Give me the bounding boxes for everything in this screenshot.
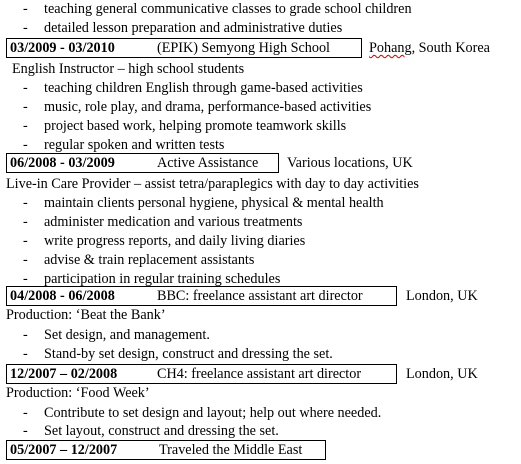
job-location: London, UK: [406, 288, 478, 304]
job-header: [6, 153, 279, 173]
job-dates: 06/2008 - 03/2009: [10, 155, 115, 171]
job-location: Various locations, UK: [287, 155, 413, 171]
bullet-dash: -: [23, 99, 28, 115]
bullet-text: teaching children English through game-based activities: [44, 80, 363, 96]
job-location: [369, 39, 490, 57]
bullet-text: teaching general communicative classes to grade school children: [44, 1, 412, 17]
bullet-dash: -: [23, 233, 28, 249]
job-header: [6, 38, 362, 58]
job-role: Production: ‘Food Week’: [6, 385, 150, 401]
bullet-text: administer medication and various treatments: [44, 214, 303, 230]
job-location-city: Pohang: [369, 40, 412, 56]
bullet-dash: -: [23, 80, 28, 96]
bullet-text: project based work, helping promote teamwork skills: [44, 118, 347, 134]
job-organization: (EPIK) Semyong High School: [157, 40, 331, 56]
bullet-text: detailed lesson preparation and administrative duties: [44, 20, 343, 36]
bullet-text: Set layout, construct and dressing the set.: [44, 423, 279, 439]
job-role: Live-in Care Provider – assist tetra/paraplegics with day to day activities: [6, 176, 419, 192]
bullet-dash: -: [23, 423, 28, 439]
job-dates: 04/2008 - 06/2008: [10, 288, 115, 304]
bullet-text: regular spoken and written tests: [44, 137, 225, 153]
job-organization: BBC: freelance assistant art director: [157, 288, 363, 304]
bullet-dash: -: [23, 327, 28, 343]
job-organization: Active Assistance: [157, 155, 259, 171]
bullet-dash: -: [23, 118, 28, 134]
bullet-dash: -: [23, 405, 28, 421]
job-organization: CH4: freelance assistant art director: [157, 366, 362, 382]
job-dates: 03/2009 - 03/2010: [10, 40, 115, 56]
bullet-text: maintain clients personal hygiene, physical & mental health: [44, 195, 384, 211]
bullet-text: participation in regular training schedules: [44, 271, 281, 287]
bullet-dash: -: [23, 271, 28, 287]
bullet-dash: -: [23, 20, 28, 36]
bullet-text: advise & train replacement assistants: [44, 252, 255, 268]
bullet-dash: -: [23, 1, 28, 17]
job-role: English Instructor – high school students: [12, 61, 245, 77]
bullet-dash: -: [23, 195, 28, 211]
bullet-text: Set design, and management.: [44, 327, 210, 343]
bullet-dash: -: [23, 346, 28, 362]
bullet-text: write progress reports, and daily living diaries: [44, 233, 306, 249]
job-header: [6, 286, 397, 306]
job-dates: 12/2007 – 02/2008: [10, 366, 118, 382]
job-dates: 05/2007 – 12/2007: [10, 442, 118, 458]
bullet-dash: -: [23, 137, 28, 153]
job-header: [6, 364, 397, 384]
bullet-dash: -: [23, 214, 28, 230]
job-role: Production: ‘Beat the Bank’: [6, 307, 166, 323]
bullet-text: Stand-by set design, construct and dressing the set.: [44, 346, 333, 362]
bullet-dash: -: [23, 252, 28, 268]
job-location-country: , South Korea: [411, 40, 490, 56]
job-header: [6, 440, 326, 460]
job-organization: Traveled the Middle East: [159, 442, 303, 458]
bullet-text: Contribute to set design and layout; help out where needed.: [44, 405, 382, 421]
bullet-text: music, role play, and drama, performance-based activities: [44, 99, 372, 115]
job-location: London, UK: [406, 366, 478, 382]
